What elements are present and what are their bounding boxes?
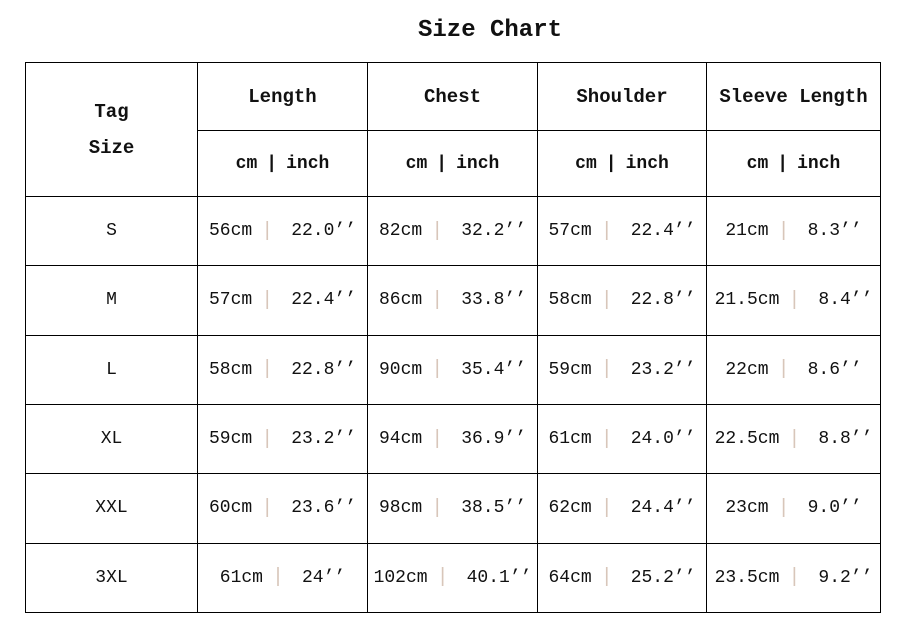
measurement-pair xyxy=(368,358,537,381)
cm-value: 21.5cm xyxy=(714,290,780,311)
cm-value: 59cm xyxy=(208,429,253,450)
size-label-cell: M xyxy=(26,266,198,335)
measurement-pair xyxy=(707,428,880,451)
pipe-separator: | xyxy=(436,566,449,590)
tag-size-line2: Size xyxy=(88,136,135,159)
unit-pair xyxy=(198,154,367,174)
header-cell-sleeve-length: Sleeve Length xyxy=(707,63,881,131)
measure-cell-length xyxy=(198,266,368,335)
measurement-pair xyxy=(198,358,367,381)
pipe-separator: | xyxy=(777,153,789,174)
measure-cell-shoulder xyxy=(538,474,707,543)
inch-value: 23.2’’ xyxy=(630,359,696,380)
inch-value: 24.4’’ xyxy=(630,498,696,519)
cm-value: 58cm xyxy=(548,290,592,311)
pipe-separator: | xyxy=(436,153,448,174)
pipe-separator: | xyxy=(788,288,801,312)
cm-value: 61cm xyxy=(219,567,263,588)
inch-value: 8.6’’ xyxy=(807,359,862,380)
pipe-separator: | xyxy=(431,427,444,451)
unit-inch-label: inch xyxy=(456,153,500,174)
measurement-pair xyxy=(538,566,706,589)
inch-value: 40.1’’ xyxy=(466,567,532,588)
inch-value: 9.0’’ xyxy=(807,498,862,519)
pipe-separator: | xyxy=(777,358,790,382)
pipe-separator: | xyxy=(266,153,278,174)
measure-cell-chest xyxy=(368,197,538,266)
measurement-pair xyxy=(368,428,537,451)
subheader-cm-inch-chest xyxy=(368,131,538,197)
measurement-pair xyxy=(538,428,706,451)
inch-value: 22.4’’ xyxy=(291,290,357,311)
measurement-pair xyxy=(368,220,537,243)
unit-cm-label: cm xyxy=(746,153,769,174)
measurement-pair xyxy=(707,289,880,312)
cm-value: 56cm xyxy=(208,221,253,242)
measure-cell-shoulder xyxy=(538,266,707,335)
pipe-separator: | xyxy=(777,219,790,243)
inch-value: 22.8’’ xyxy=(291,359,357,380)
measurement-pair xyxy=(198,289,367,312)
page-title: Size Chart xyxy=(417,17,563,44)
cm-value: 82cm xyxy=(378,221,423,242)
measure-cell-chest xyxy=(368,404,538,473)
unit-pair xyxy=(538,154,706,174)
cm-value: 59cm xyxy=(548,359,592,380)
unit-cm-label: cm xyxy=(575,153,597,174)
cm-value: 23cm xyxy=(725,498,769,519)
header-cell-chest: Chest xyxy=(368,63,538,131)
size-label-cell: XXL xyxy=(26,474,198,543)
table-row-m xyxy=(26,266,881,335)
size-label-cell: S xyxy=(26,197,198,266)
measure-cell-sleeve xyxy=(707,404,881,473)
cm-value: 57cm xyxy=(208,290,253,311)
pipe-separator: | xyxy=(777,496,790,520)
subheader-cm-inch-length xyxy=(198,131,368,197)
pipe-separator: | xyxy=(788,566,801,590)
cm-value: 22cm xyxy=(725,359,769,380)
size-chart-table xyxy=(25,62,881,613)
measure-cell-length xyxy=(198,197,368,266)
measurement-pair xyxy=(707,358,880,381)
pipe-separator: | xyxy=(261,358,274,382)
cm-value: 23.5cm xyxy=(714,567,780,588)
unit-cm-label: cm xyxy=(405,153,428,174)
measurement-pair xyxy=(198,497,367,520)
inch-value: 8.8’’ xyxy=(818,429,873,450)
inch-value: 25.2’’ xyxy=(630,567,696,588)
unit-pair xyxy=(368,154,537,174)
cm-value: 102cm xyxy=(373,567,428,588)
pipe-separator: | xyxy=(261,219,274,243)
measurement-pair xyxy=(368,497,537,520)
inch-value: 32.2’’ xyxy=(461,221,527,242)
inch-value: 23.6’’ xyxy=(291,498,357,519)
measurement-pair xyxy=(538,220,706,243)
measurement-pair xyxy=(198,566,367,589)
unit-cm-label: cm xyxy=(235,153,258,174)
pipe-separator: | xyxy=(600,358,613,382)
measurement-pair xyxy=(198,428,367,451)
header-cell-length: Length xyxy=(198,63,368,131)
measurement-pair xyxy=(538,358,706,381)
pipe-separator: | xyxy=(605,153,617,174)
unit-pair xyxy=(707,154,880,174)
pipe-separator: | xyxy=(431,358,444,382)
size-label-cell: XL xyxy=(26,404,198,473)
measurement-pair xyxy=(368,566,537,589)
measure-cell-shoulder xyxy=(538,335,707,404)
pipe-separator: | xyxy=(431,288,444,312)
measure-cell-chest xyxy=(368,543,538,612)
measurement-pair xyxy=(707,566,880,589)
measure-cell-chest xyxy=(368,335,538,404)
table-row-xxl xyxy=(26,474,881,543)
unit-inch-label: inch xyxy=(286,153,330,174)
measurement-pair xyxy=(538,289,706,312)
pipe-separator: | xyxy=(600,219,613,243)
measure-cell-chest xyxy=(368,474,538,543)
table-row-3xl xyxy=(26,543,881,612)
cm-value: 21cm xyxy=(725,221,769,242)
measurement-pair xyxy=(198,220,367,243)
measurement-pair xyxy=(538,497,706,520)
measure-cell-chest xyxy=(368,266,538,335)
unit-inch-label: inch xyxy=(797,153,841,174)
inch-value: 22.0’’ xyxy=(291,221,357,242)
inch-value: 38.5’’ xyxy=(461,498,527,519)
cm-value: 22.5cm xyxy=(714,429,780,450)
header-row-groups xyxy=(26,63,881,131)
measure-cell-shoulder xyxy=(538,197,707,266)
header-cell-tag-size xyxy=(26,63,198,197)
measure-cell-length xyxy=(198,335,368,404)
size-label-cell: 3XL xyxy=(26,543,198,612)
table-row-s xyxy=(26,197,881,266)
pipe-separator: | xyxy=(600,427,613,451)
pipe-separator: | xyxy=(788,427,801,451)
measure-cell-sleeve xyxy=(707,474,881,543)
inch-value: 22.4’’ xyxy=(630,221,696,242)
subheader-cm-inch-sleeve xyxy=(707,131,881,197)
pipe-separator: | xyxy=(271,566,284,590)
measurement-pair xyxy=(707,220,880,243)
measurement-pair xyxy=(707,497,880,520)
tag-size-line1: Tag xyxy=(94,100,129,123)
cm-value: 57cm xyxy=(548,221,592,242)
pipe-separator: | xyxy=(431,496,444,520)
measure-cell-shoulder xyxy=(538,543,707,612)
size-label-cell: L xyxy=(26,335,198,404)
inch-value: 8.4’’ xyxy=(818,290,873,311)
measure-cell-sleeve xyxy=(707,197,881,266)
inch-value: 22.8’’ xyxy=(630,290,696,311)
inch-value: 24.0’’ xyxy=(630,429,696,450)
inch-value: 23.2’’ xyxy=(291,429,357,450)
pipe-separator: | xyxy=(600,496,613,520)
pipe-separator: | xyxy=(261,496,274,520)
pipe-separator: | xyxy=(600,288,613,312)
cm-value: 94cm xyxy=(378,429,423,450)
header-cell-shoulder: Shoulder xyxy=(538,63,707,131)
cm-value: 60cm xyxy=(208,498,253,519)
unit-inch-label: inch xyxy=(625,153,669,174)
measurement-pair xyxy=(368,289,537,312)
measure-cell-length xyxy=(198,543,368,612)
table-row-xl xyxy=(26,404,881,473)
inch-value: 24’’ xyxy=(302,567,346,588)
cm-value: 98cm xyxy=(378,498,423,519)
measure-cell-sleeve xyxy=(707,335,881,404)
cm-value: 58cm xyxy=(208,359,253,380)
measure-cell-sleeve xyxy=(707,543,881,612)
measure-cell-sleeve xyxy=(707,266,881,335)
cm-value: 86cm xyxy=(378,290,423,311)
subheader-cm-inch-shoulder xyxy=(538,131,707,197)
measure-cell-length xyxy=(198,404,368,473)
table-row-l xyxy=(26,335,881,404)
measure-cell-length xyxy=(198,474,368,543)
inch-value: 35.4’’ xyxy=(461,359,527,380)
cm-value: 62cm xyxy=(548,498,592,519)
pipe-separator: | xyxy=(600,566,613,590)
cm-value: 61cm xyxy=(548,429,592,450)
inch-value: 8.3’’ xyxy=(807,221,862,242)
cm-value: 64cm xyxy=(548,567,592,588)
cm-value: 90cm xyxy=(378,359,423,380)
inch-value: 9.2’’ xyxy=(818,567,873,588)
inch-value: 36.9’’ xyxy=(461,429,527,450)
pipe-separator: | xyxy=(261,427,274,451)
inch-value: 33.8’’ xyxy=(461,290,527,311)
measure-cell-shoulder xyxy=(538,404,707,473)
pipe-separator: | xyxy=(431,219,444,243)
pipe-separator: | xyxy=(261,288,274,312)
